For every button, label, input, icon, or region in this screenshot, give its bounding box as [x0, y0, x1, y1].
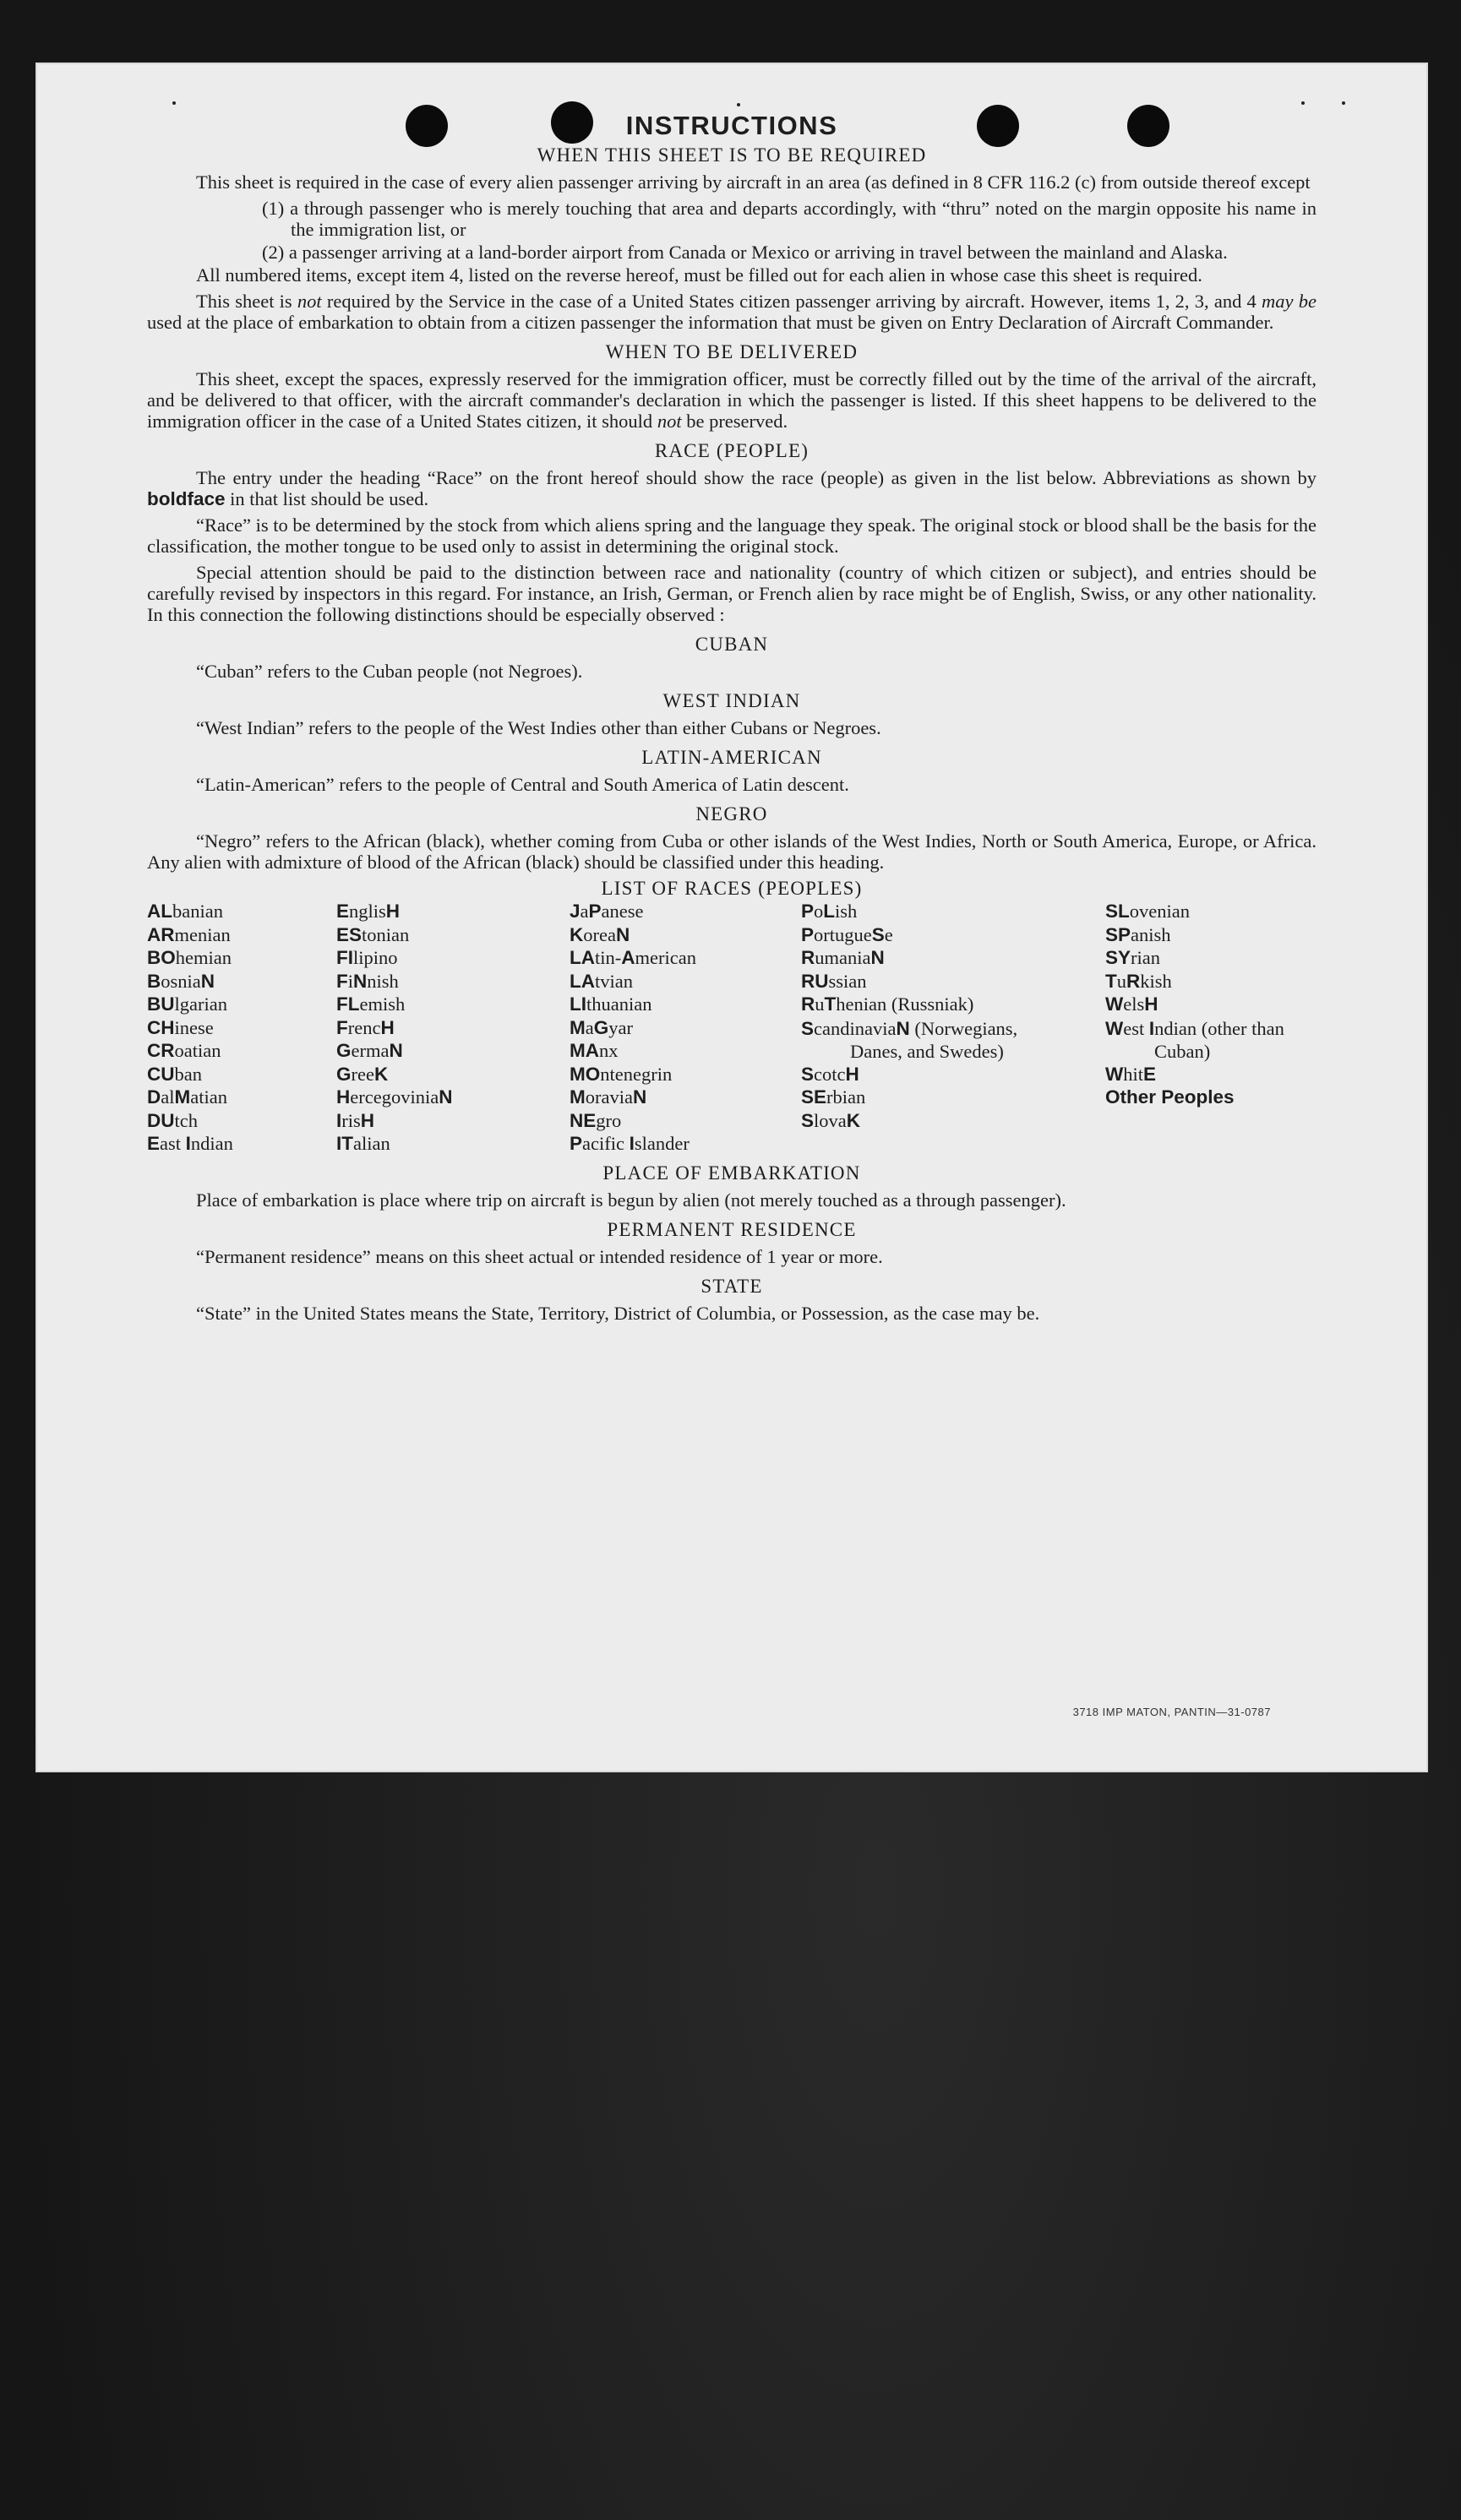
- race-text: tonian: [362, 923, 410, 945]
- race-text: ree: [351, 1063, 374, 1085]
- race-text: nglis: [349, 901, 386, 922]
- race-abbrev: DU: [147, 1109, 175, 1131]
- race-text: ovenian: [1129, 901, 1190, 922]
- race-abbrev: E: [336, 901, 350, 922]
- heading-place-of-embarkation: PLACE OF EMBARKATION: [602, 1162, 861, 1184]
- speck: [1301, 101, 1305, 105]
- race-text: ban: [174, 1063, 202, 1085]
- race-text: emish: [359, 993, 406, 1015]
- paragraph: “Cuban” refers to the Cuban people (not Negroes).: [196, 661, 583, 682]
- race-abbrev: M: [570, 1016, 586, 1038]
- race-abbrev: SL: [1105, 901, 1130, 922]
- race-abbrev: S: [871, 923, 885, 945]
- race-entry: [147, 947, 333, 971]
- race-entry: [1105, 1017, 1317, 1064]
- race-entry: [570, 1040, 806, 1064]
- race-entry: [801, 971, 1055, 994]
- race-entry: [147, 993, 333, 1017]
- emphasis: not: [657, 411, 682, 432]
- heading-race: RACE (PEOPLE): [654, 440, 810, 461]
- race-text: ris: [341, 1109, 361, 1131]
- race-abbrev: T: [1105, 970, 1117, 992]
- race-text: yar: [608, 1016, 633, 1038]
- race-text: ndian (other than Cuban): [1154, 1017, 1284, 1062]
- race-text: u: [815, 993, 825, 1015]
- race-abbrev: IT: [336, 1133, 353, 1154]
- emphasis: may be: [1262, 291, 1317, 312]
- race-abbrev: R: [1126, 970, 1141, 992]
- race-abbrev: N: [615, 923, 630, 945]
- heading-permanent-residence: PERMANENT RESIDENCE: [607, 1219, 857, 1240]
- race-text: ntenegrin: [600, 1063, 673, 1085]
- race-text: els: [1123, 993, 1145, 1015]
- race-text: o: [814, 901, 824, 922]
- race-text: ndian: [190, 1133, 233, 1154]
- race-abbrev: P: [588, 901, 602, 922]
- race-abbrev: Other Peoples: [1105, 1086, 1235, 1108]
- race-abbrev: CH: [147, 1016, 175, 1038]
- race-text: tch: [174, 1109, 198, 1131]
- heading-state: STATE: [701, 1276, 763, 1297]
- race-abbrev: P: [801, 901, 815, 922]
- speck: [737, 103, 740, 106]
- race-text: al: [161, 1086, 175, 1108]
- race-entry: [570, 1133, 806, 1157]
- race-text: a: [585, 1016, 594, 1038]
- heading-list-of-races: LIST OF RACES (PEOPLES): [601, 878, 863, 899]
- races-column-3: [570, 901, 806, 1157]
- race-entry: [1105, 1064, 1317, 1087]
- race-abbrev: LA: [570, 947, 595, 968]
- race-text: oatian: [174, 1040, 221, 1061]
- race-text: inese: [174, 1016, 214, 1038]
- race-entry: [801, 1110, 1055, 1134]
- race-entry: [1105, 901, 1317, 924]
- races-column-4: [801, 901, 1055, 1133]
- races-column-2: [336, 901, 556, 1157]
- race-text: oravia: [585, 1086, 633, 1108]
- race-text: anese: [601, 901, 644, 922]
- race-text: tin-: [595, 947, 622, 968]
- race-text: menian: [174, 923, 231, 945]
- race-abbrev: I: [185, 1133, 191, 1154]
- text-run: be preserved.: [681, 411, 788, 432]
- race-text: u: [1116, 970, 1126, 992]
- race-text: banian: [172, 901, 223, 922]
- paragraph: “Race” is to be determined by the stock from which aliens spring and the language they speak. The original stock or blood shall be the basis for the classification, the mother tongue to be used only to assist in determining the original stock.: [147, 514, 1317, 557]
- text-run: in that list should be used.: [225, 488, 429, 509]
- race-entry: [336, 1064, 556, 1087]
- emphasis: not: [297, 291, 322, 312]
- race-abbrev: T: [824, 993, 837, 1015]
- text-run: This sheet, except the spaces, expressly reserved for the immigration officer, must be correctly filled out by the time of the arrival of the aircraft, and be delivered to that officer, with the aircraft commander's declaration in which the passenger is listed. If this sheet happens to be delivered to the immigration officer in the case of a United States citizen, it should: [147, 368, 1317, 432]
- heading-when-delivered: WHEN TO BE DELIVERED: [605, 341, 859, 362]
- race-abbrev: G: [336, 1040, 352, 1061]
- text-run: This sheet is: [196, 291, 297, 312]
- race-entry: [336, 971, 556, 994]
- race-entry: [801, 1086, 1055, 1110]
- paragraph: All numbered items, except item 4, listed on the reverse hereof, must be filled out for each alien in whose case this sheet is required.: [196, 264, 1202, 286]
- race-abbrev: E: [147, 1133, 161, 1154]
- sheet-content: [147, 111, 1317, 1329]
- heading-west-indian: WEST INDIAN: [662, 690, 801, 711]
- race-abbrev: I: [629, 1133, 635, 1154]
- race-entry: [336, 924, 556, 948]
- paragraph: [147, 467, 1317, 509]
- race-abbrev: H: [360, 1109, 375, 1131]
- race-entry: [570, 1064, 806, 1087]
- race-entry: [147, 901, 333, 924]
- race-text: thuanian: [586, 993, 652, 1015]
- race-abbrev: CU: [147, 1063, 175, 1085]
- race-text: hemian: [175, 947, 232, 968]
- race-text: lgarian: [174, 993, 227, 1015]
- print-code: 3718 IMP MATON, PANTIN—31-0787: [1072, 1706, 1271, 1718]
- race-entry: [336, 1017, 556, 1041]
- exception-item-1: (1) a through passenger who is merely touching that area and departs accordingly, with “thru” noted on the margin opposite his name in the immigration list, or: [262, 198, 1317, 240]
- race-abbrev: FI: [336, 947, 353, 968]
- race-abbrev: K: [570, 923, 584, 945]
- race-text: erma: [351, 1040, 390, 1061]
- race-entry: [570, 971, 806, 994]
- race-entry: [570, 1110, 806, 1134]
- race-abbrev: K: [373, 1063, 389, 1085]
- heading-latin-american: LATIN-AMERICAN: [641, 747, 822, 768]
- speck: [1342, 101, 1345, 105]
- race-abbrev: A: [621, 947, 635, 968]
- boldface-word: boldface: [147, 488, 226, 509]
- race-abbrev: R: [801, 993, 815, 1015]
- race-entry: [147, 1040, 333, 1064]
- race-text: lova: [814, 1109, 847, 1131]
- race-abbrev: BO: [147, 947, 176, 968]
- race-abbrev: N: [353, 970, 368, 992]
- race-abbrev: I: [1148, 1017, 1155, 1039]
- race-text: ast: [160, 1133, 186, 1154]
- race-text: ercegovinia: [350, 1086, 439, 1108]
- race-abbrev: M: [570, 1086, 586, 1108]
- paragraph: “Negro” refers to the African (black), whether coming from Cuba or other islands of the West Indies, North or South America, Europe, or Africa. Any alien with admixture of blood of the African (black) should be classified under this heading.: [147, 830, 1317, 873]
- race-text: hit: [1123, 1063, 1144, 1085]
- race-abbrev: N: [632, 1086, 647, 1108]
- races-list: [147, 901, 1317, 1154]
- paragraph: “West Indian” refers to the people of the West Indies other than either Cubans or Negroes.: [196, 717, 881, 738]
- paragraph: Special attention should be paid to the distinction between race and nationality (country of which citizen or subject), and entries should be carefully revised by inspectors in this regard. For instance, an Irish, German, or French alien by race might be of English, Swiss, or any other nationality. In this connection the following distinctions should be especially observed :: [147, 562, 1317, 625]
- race-abbrev: G: [593, 1016, 609, 1038]
- race-abbrev: FL: [336, 993, 360, 1015]
- race-abbrev: H: [336, 1086, 351, 1108]
- race-entry: [147, 924, 333, 948]
- race-text: merican: [635, 947, 696, 968]
- race-entry: [801, 1064, 1055, 1087]
- race-abbrev: SY: [1105, 947, 1131, 968]
- race-entry: [147, 1086, 333, 1110]
- race-abbrev: AR: [147, 923, 175, 945]
- instruction-sheet: [37, 64, 1426, 1771]
- race-abbrev: SP: [1105, 923, 1131, 945]
- race-entry: [336, 1110, 556, 1134]
- text-run: The entry under the heading “Race” on the front hereof should show the race (people) as given in the list below. Abbreviations as shown by: [196, 467, 1317, 488]
- race-abbrev: S: [801, 1109, 815, 1131]
- paragraph: “Permanent residence” means on this sheet actual or intended residence of 1 year or more.: [196, 1246, 883, 1267]
- race-text: rian: [1131, 947, 1160, 968]
- race-abbrev: ES: [336, 923, 363, 945]
- race-text: umania: [815, 947, 871, 968]
- race-abbrev: I: [336, 1109, 342, 1131]
- race-abbrev: W: [1105, 993, 1124, 1015]
- race-abbrev: N: [200, 970, 215, 992]
- race-text: nx: [599, 1040, 619, 1061]
- race-abbrev: W: [1105, 1017, 1124, 1039]
- race-text: acific: [582, 1133, 630, 1154]
- race-entry: [147, 971, 333, 994]
- race-entry: [336, 993, 556, 1017]
- race-entry: [336, 1133, 556, 1157]
- race-entry: [336, 901, 556, 924]
- text-run: used at the place of embarkation to obtain from a citizen passenger the information that must be given on Entry Declaration of Aircraft Commander.: [147, 312, 1274, 333]
- speck: [172, 101, 176, 105]
- race-abbrev: F: [336, 970, 348, 992]
- race-abbrev: LI: [570, 993, 586, 1015]
- heading-cuban: CUBAN: [695, 634, 769, 655]
- race-abbrev: E: [1143, 1063, 1157, 1085]
- race-abbrev: LA: [570, 970, 595, 992]
- race-entry: [147, 1110, 333, 1134]
- race-abbrev: BU: [147, 993, 175, 1015]
- exception-item-2: (2) a passenger arriving at a land-border airport from Canada or Mexico or arriving in travel between the mainland and Alaska.: [262, 242, 1228, 263]
- race-entry: [570, 993, 806, 1017]
- race-text: e: [884, 923, 893, 945]
- text-run: required by the Service in the case of a United States citizen passenger arriving by aircraft. However, items 1, 2, 3, and 4: [321, 291, 1262, 312]
- paragraph: Place of embarkation is place where trip on aircraft is begun by alien (not merely touched as a through passenger).: [196, 1189, 1066, 1211]
- race-abbrev: F: [336, 1016, 348, 1038]
- race-entry: [1105, 993, 1317, 1017]
- races-column-1: [147, 901, 333, 1157]
- race-abbrev: CR: [147, 1040, 175, 1061]
- paragraph: [147, 368, 1317, 432]
- race-entry: [1105, 924, 1317, 948]
- race-text: lipino: [353, 947, 398, 968]
- race-entry: [147, 1064, 333, 1087]
- race-abbrev: W: [1105, 1063, 1124, 1085]
- race-text: rbian: [826, 1086, 866, 1108]
- race-abbrev: S: [801, 1017, 815, 1039]
- race-text: est: [1123, 1017, 1149, 1039]
- race-text: ortugue: [814, 923, 872, 945]
- race-text: kish: [1140, 970, 1172, 992]
- race-abbrev: H: [380, 1016, 395, 1038]
- races-column-5: [1105, 901, 1317, 1110]
- race-abbrev: H: [1144, 993, 1158, 1015]
- race-abbrev: NE: [570, 1109, 597, 1131]
- race-text: ssian: [828, 970, 867, 992]
- race-abbrev: M: [174, 1086, 191, 1108]
- race-abbrev: G: [336, 1063, 352, 1085]
- race-abbrev: N: [896, 1017, 910, 1039]
- race-abbrev: N: [870, 947, 885, 968]
- race-entry: [1105, 971, 1317, 994]
- race-text: a: [580, 901, 589, 922]
- heading-when-required: WHEN THIS SHEET IS TO BE REQUIRED: [537, 144, 927, 166]
- race-text: osnia: [161, 970, 201, 992]
- race-entry: [336, 1086, 556, 1110]
- race-abbrev: MA: [570, 1040, 599, 1061]
- race-abbrev: R: [801, 947, 815, 968]
- paragraph: This sheet is required in the case of every alien passenger arriving by aircraft in an area (as defined in 8 CFR 116.2 (c) from outside thereof except: [196, 171, 1311, 193]
- race-abbrev: B: [147, 970, 161, 992]
- race-abbrev: K: [846, 1109, 861, 1131]
- race-entry: [801, 993, 1055, 1017]
- race-text: candinavia: [814, 1017, 897, 1039]
- race-text: alian: [353, 1133, 390, 1154]
- race-text: ish: [835, 901, 858, 922]
- race-abbrev: L: [823, 901, 836, 922]
- race-entry: [801, 924, 1055, 948]
- race-entry: [801, 947, 1055, 971]
- race-abbrev: H: [845, 1063, 859, 1085]
- race-abbrev: RU: [801, 970, 829, 992]
- race-entry: [570, 947, 806, 971]
- race-entry: [1105, 1086, 1317, 1110]
- race-abbrev: N: [439, 1086, 453, 1108]
- race-text: orea: [583, 923, 616, 945]
- race-abbrev: S: [801, 1063, 815, 1085]
- race-text: cotc: [814, 1063, 846, 1085]
- race-abbrev: P: [570, 1133, 583, 1154]
- race-text: slander: [634, 1133, 690, 1154]
- race-text: i: [347, 970, 354, 992]
- race-entry: [147, 1133, 333, 1157]
- race-text: tvian: [595, 970, 633, 992]
- race-abbrev: J: [570, 901, 581, 922]
- race-abbrev: MO: [570, 1063, 601, 1085]
- heading-negro: NEGRO: [695, 803, 768, 825]
- race-entry: [570, 1086, 806, 1110]
- race-text: anish: [1131, 923, 1171, 945]
- page-title: INSTRUCTIONS: [625, 111, 838, 140]
- race-entry: [801, 1017, 1055, 1064]
- race-abbrev: P: [801, 923, 815, 945]
- race-entry: [336, 947, 556, 971]
- race-entry: [1105, 947, 1317, 971]
- race-text: nish: [367, 970, 399, 992]
- paragraph: [147, 291, 1317, 333]
- race-abbrev: D: [147, 1086, 161, 1108]
- race-entry: [570, 901, 806, 924]
- race-entry: [570, 924, 806, 948]
- paragraph: “State” in the United States means the State, Territory, District of Columbia, or Possession, as the case may be.: [196, 1303, 1040, 1324]
- race-abbrev: AL: [147, 901, 172, 922]
- race-text: gro: [596, 1109, 622, 1131]
- race-abbrev: H: [385, 901, 401, 922]
- race-text: renc: [347, 1016, 381, 1038]
- race-entry: [147, 1017, 333, 1041]
- race-abbrev: SE: [801, 1086, 827, 1108]
- race-entry: [336, 1040, 556, 1064]
- paragraph: “Latin-American” refers to the people of Central and South America of Latin descent.: [196, 774, 849, 795]
- race-entry: [570, 1017, 806, 1041]
- race-text: atian: [190, 1086, 227, 1108]
- race-entry: [801, 901, 1055, 924]
- race-text: henian (Russniak): [836, 993, 974, 1015]
- race-abbrev: N: [389, 1040, 403, 1061]
- race-text: (Norwegians, Danes, and Swedes): [850, 1017, 1018, 1062]
